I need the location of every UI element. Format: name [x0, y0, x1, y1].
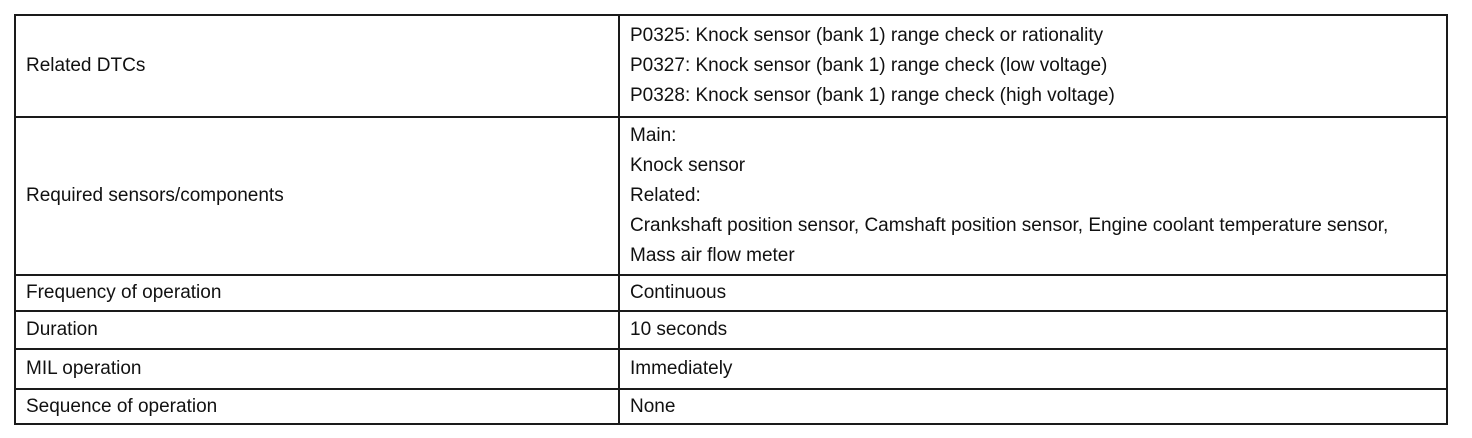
table-row-mil-operation: [15, 349, 1447, 389]
main-sensor: Knock sensor: [630, 155, 746, 176]
dtc-p0325: P0325: Knock sensor (bank 1) range check or rationality: [630, 25, 1104, 46]
sequence-value: None: [619, 389, 1447, 424]
required-sensors-label: Required sensors/components: [15, 117, 619, 275]
monitor-spec-table: [14, 14, 1448, 425]
dtc-p0327: P0327: Knock sensor (bank 1) range check (low voltage): [630, 55, 1108, 76]
main-heading: Main:: [630, 125, 677, 146]
mil-operation-value: Immediately: [619, 349, 1447, 389]
sequence-label: Sequence of operation: [15, 389, 619, 424]
table-row-related-dtcs: [15, 15, 1447, 117]
related-dtcs-value: [619, 15, 1447, 117]
frequency-value: Continuous: [619, 275, 1447, 311]
table-row-sequence: [15, 389, 1447, 424]
mil-operation-label: MIL operation: [15, 349, 619, 389]
related-sensors: Crankshaft position sensor, Camshaft position sensor, Engine coolant temperature sensor, Mass air flow meter: [630, 215, 1389, 266]
table-row-duration: [15, 311, 1447, 349]
frequency-label: Frequency of operation: [15, 275, 619, 311]
required-sensors-value: [619, 117, 1447, 275]
dtc-p0328: P0328: Knock sensor (bank 1) range check (high voltage): [630, 85, 1115, 106]
table-row-required-sensors: [15, 117, 1447, 275]
related-heading: Related:: [630, 185, 701, 206]
related-dtcs-label: Related DTCs: [15, 15, 619, 117]
duration-label: Duration: [15, 311, 619, 349]
table-row-frequency: [15, 275, 1447, 311]
duration-value: 10 seconds: [619, 311, 1447, 349]
